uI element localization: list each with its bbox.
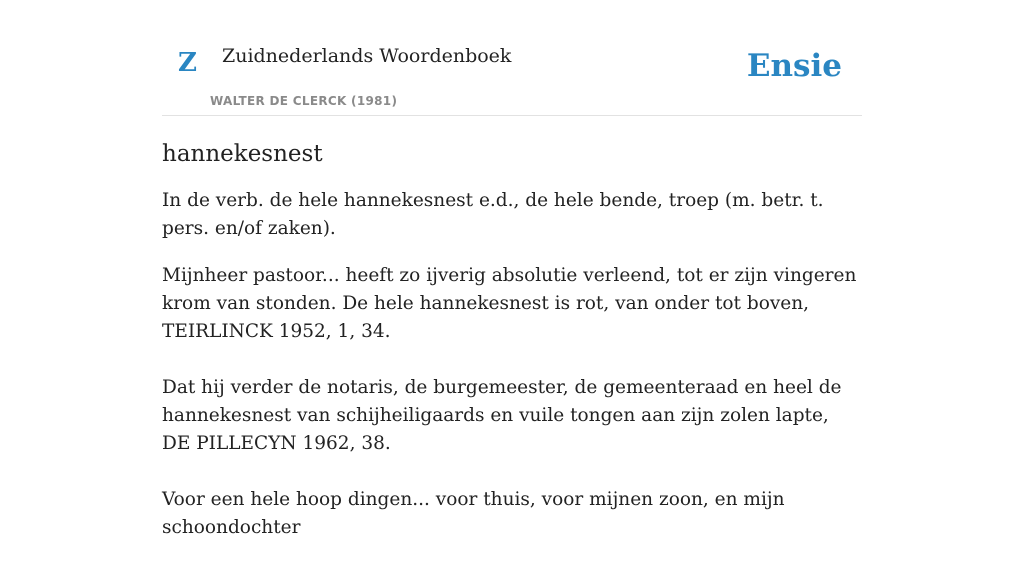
dictionary-author: WALTER DE CLERCK (1981)	[210, 94, 398, 108]
entry-content	[162, 137, 862, 570]
entry-example: Voor een hele hoop dingen... voor thuis, voor mijnen zoon, en mijn schoondochter	[162, 489, 785, 538]
dictionary-logo-letter[interactable]: Z	[178, 48, 197, 78]
ensie-logo-link[interactable]: Ensie	[746, 48, 842, 84]
dictionary-header	[162, 0, 862, 116]
entry-headword: hannekesnest	[162, 141, 323, 167]
dictionary-title-link[interactable]: Zuidnederlands Woordenboek	[222, 45, 512, 67]
entry-example: Mijnheer pastoor... heeft zo ijverig absolutie verleend, tot er zijn vingeren krom van stonden. De hele hannekesnest is rot, van onder tot boven, TEIRLINCK 1952, 1, 34.	[162, 265, 857, 342]
entry-example: Dat hij verder de notaris, de burgemeester, de gemeenteraad en heel de hannekesnest van schijheiligaards en vuile tongen aan zijn zolen lapte, DE PILLECYN 1962, 38.	[162, 377, 842, 454]
entry-definition: In de verb. de hele hannekesnest e.d., de hele bende, troep (m. betr. t. pers. en/of zaken).	[162, 190, 824, 239]
